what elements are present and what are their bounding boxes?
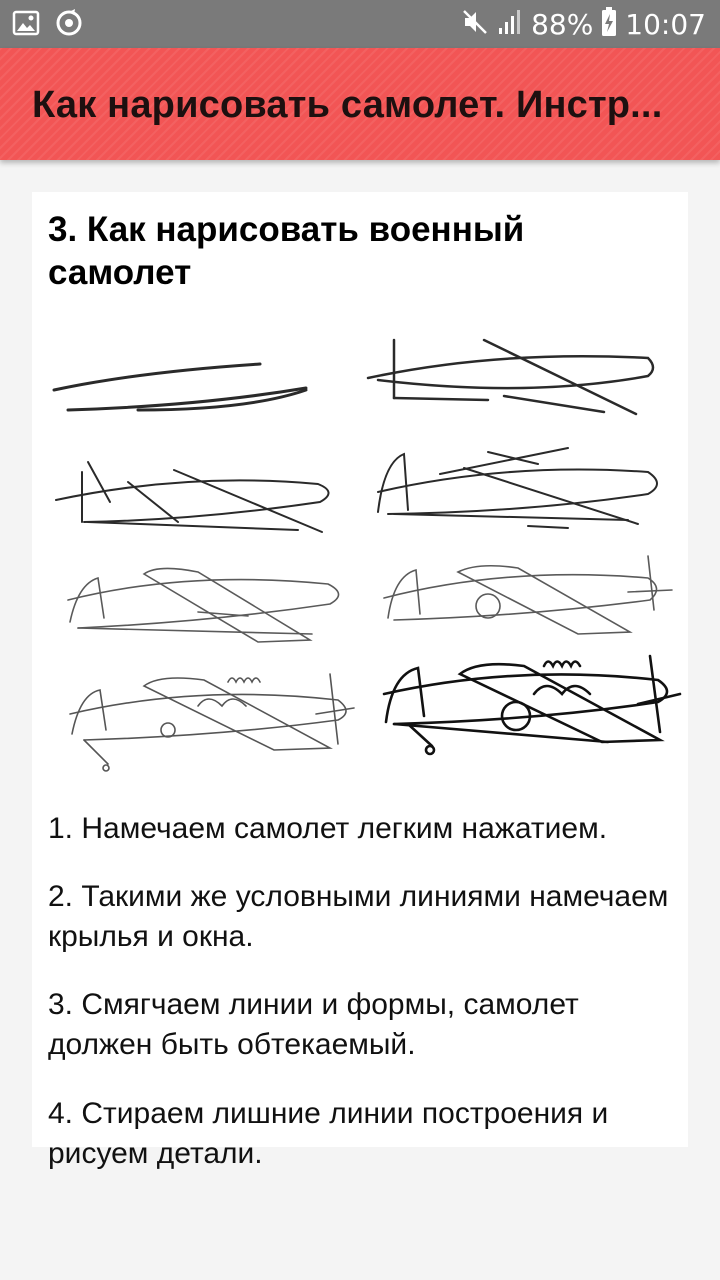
airplane-drawing-steps	[48, 322, 678, 782]
step-1: 1. Намечаем самолет легким нажатием.	[48, 812, 608, 845]
battery-percent: 88%	[531, 7, 594, 41]
app-title: Как нарисовать самолет. Инстр...	[32, 84, 663, 126]
article-card	[32, 192, 688, 1170]
app-bar	[0, 48, 720, 160]
step-2: 2. Такими же условными линиями намечаем крылья и окна.	[48, 880, 669, 953]
step-3: 3. Смягчаем линии и формы, самолет должен быть обтекаемый.	[48, 988, 579, 1061]
sync-icon	[54, 8, 84, 43]
mute-icon	[461, 8, 489, 41]
article-heading: 3. Как нарисовать военный самолет	[48, 210, 525, 292]
step-4: 4. Стираем лишние линии построения и рисуем детали.	[48, 1097, 609, 1170]
clock: 10:07	[625, 7, 706, 41]
signal-icon	[497, 8, 523, 41]
battery-charging-icon	[601, 7, 617, 42]
status-bar	[0, 0, 720, 48]
image-icon	[12, 9, 40, 42]
